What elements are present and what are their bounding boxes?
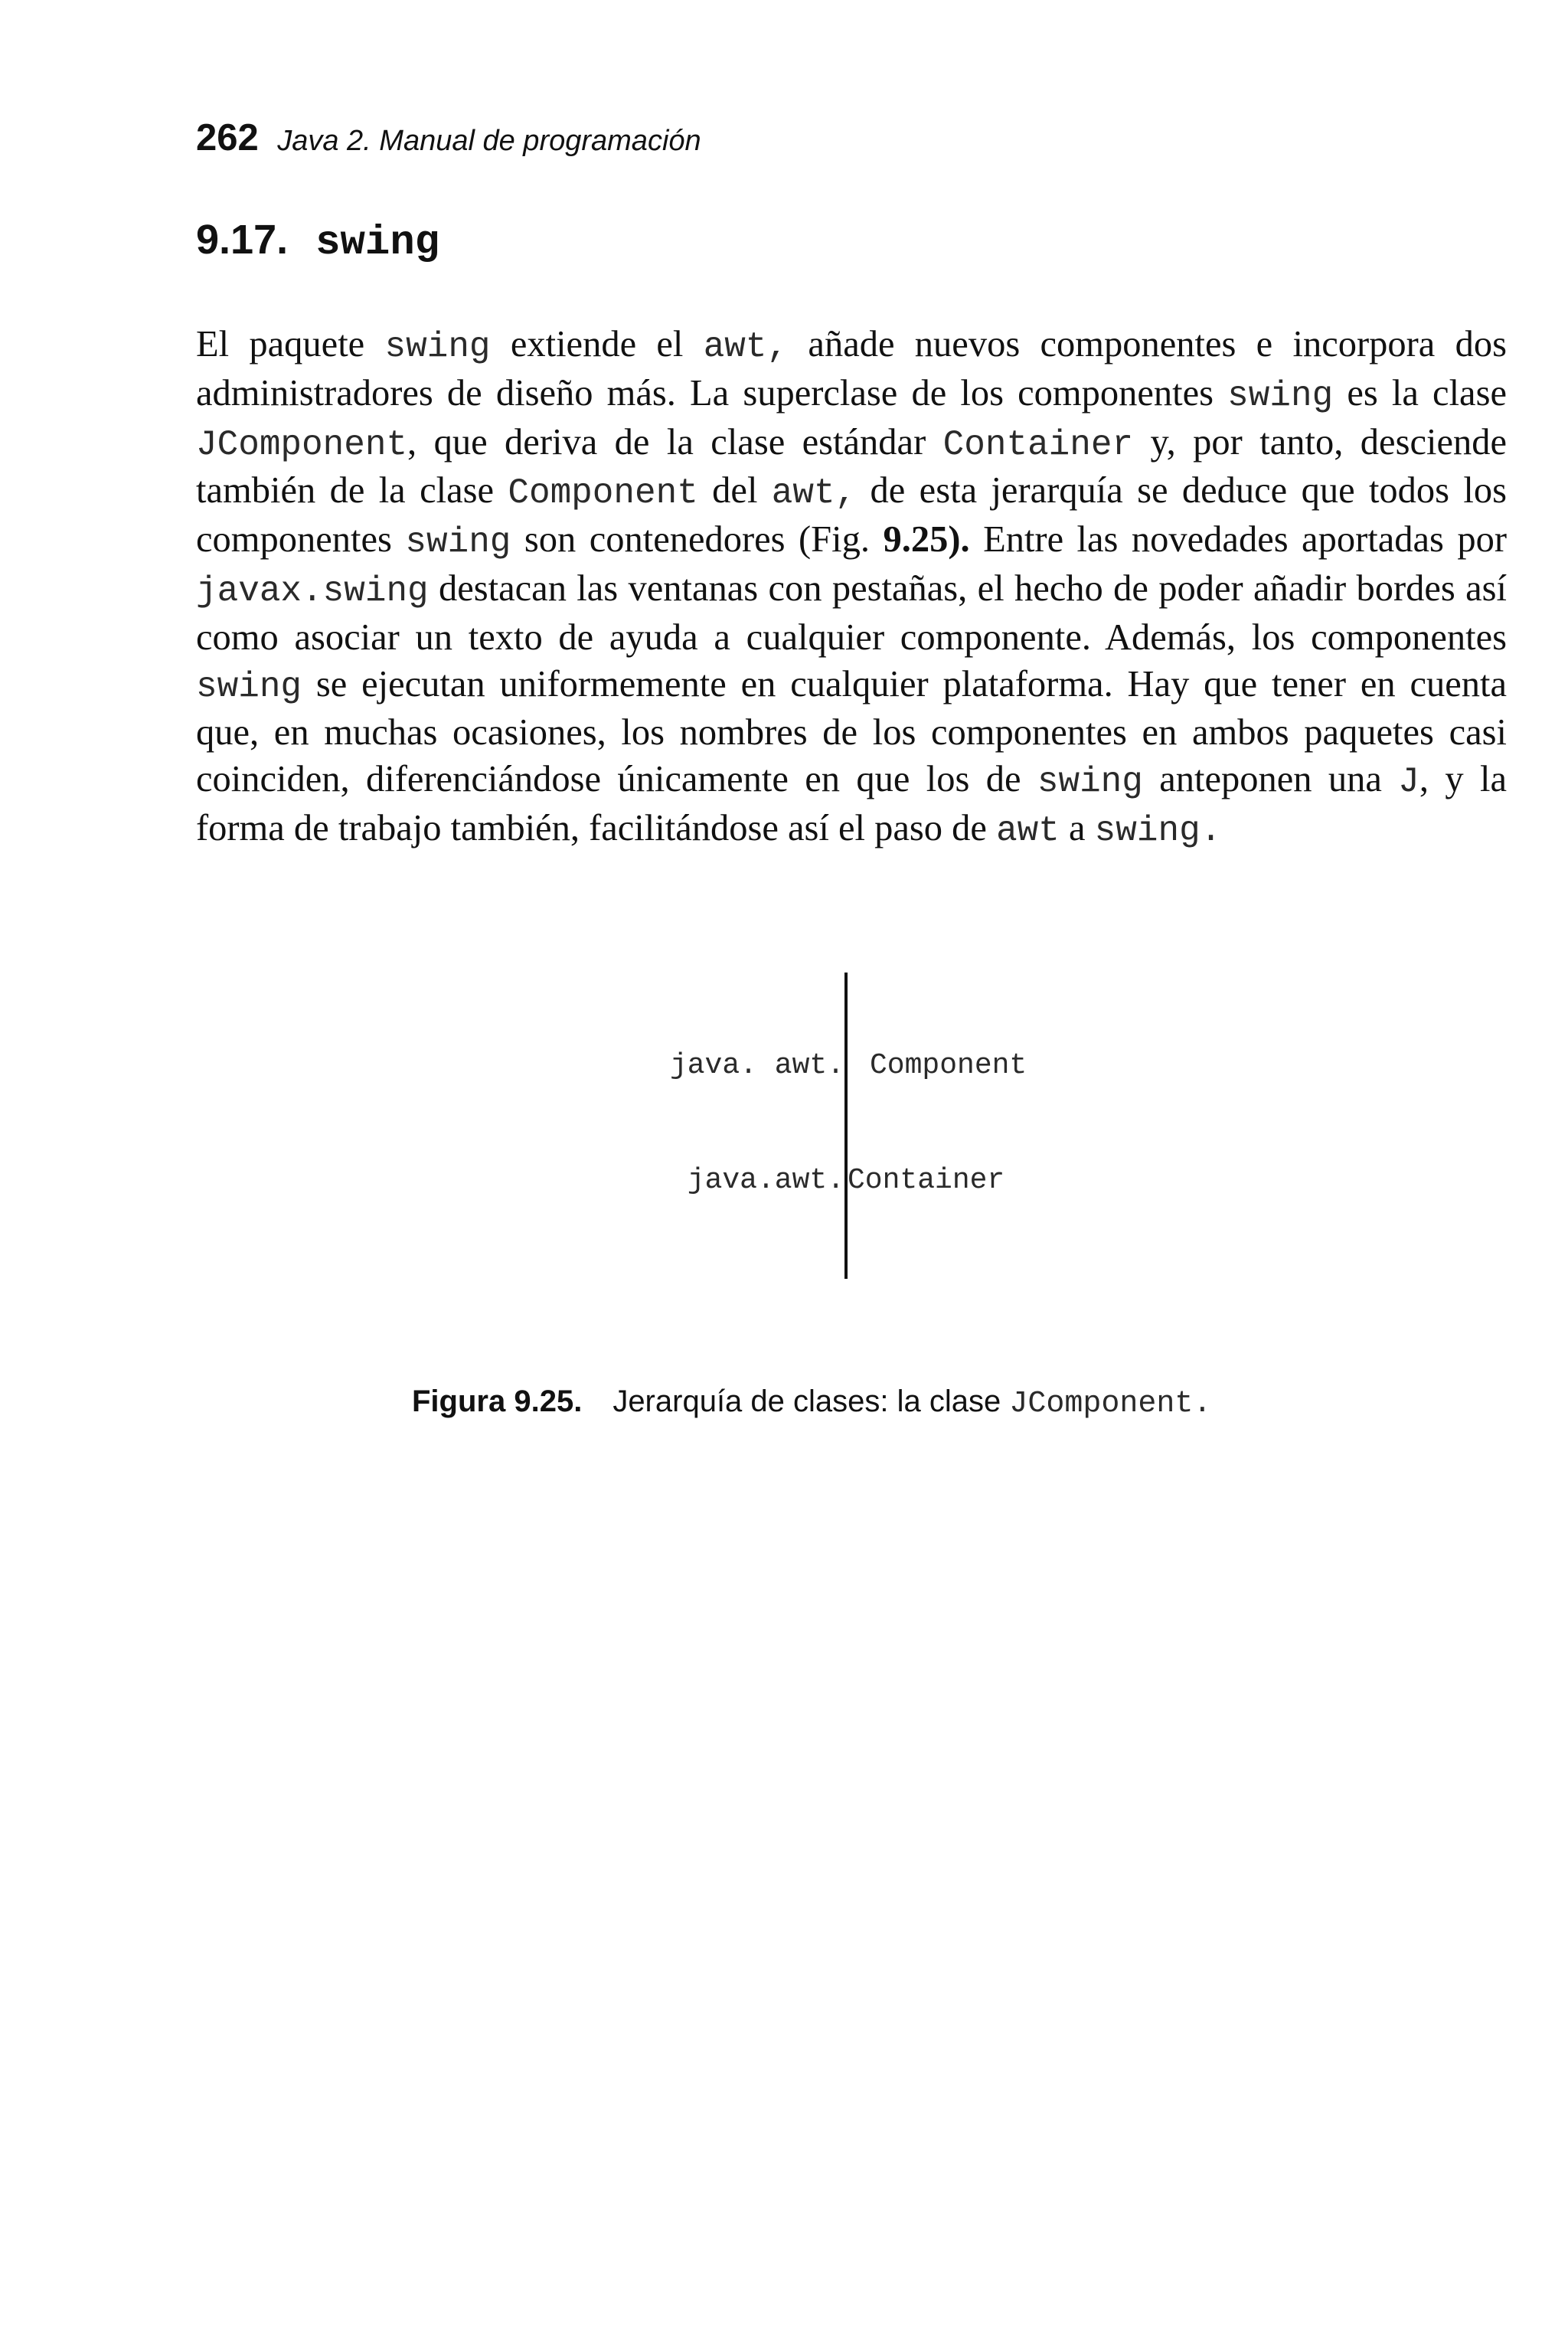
text-run: se ejecutan uniformemente en cualquier plataforma. Hay que tener en cuenta que, en muchas ocasiones, los nombres de los componentes en ambos paquetes casi coinciden, diferenciándose únicamente en que los de	[196, 663, 1507, 800]
caption-text: Jerarquía de clases: la clase	[612, 1385, 1010, 1418]
text-run: y, por tanto, desciende también de la clase	[196, 421, 1507, 512]
running-header	[196, 116, 701, 159]
class-label: Container	[848, 1164, 1005, 1197]
book-title: Java 2. Manual de programación	[277, 125, 701, 157]
text-run: de esta jerarquía se deduce que todos los componentes	[196, 470, 1507, 561]
text-run: extiende el	[490, 324, 704, 365]
code-run: swing	[1227, 375, 1334, 416]
text-run: anteponen una	[1142, 759, 1399, 800]
code-run: swing	[196, 666, 302, 707]
code-run: Container	[942, 424, 1134, 465]
code-run: javax.swing	[196, 570, 429, 611]
section-title: swing	[315, 220, 440, 266]
package-label: java.awt.	[687, 1164, 844, 1197]
figure-reference: 9.25).	[883, 519, 970, 561]
code-run: swing	[405, 522, 511, 563]
class-label: Component	[870, 1049, 1027, 1082]
text-run: , que deriva de la clase estándar	[407, 421, 943, 463]
text-run: añade nuevos componentes e incorpora dos administradores de diseño más. La superclase de los componentes	[196, 324, 1508, 414]
code-run: Component	[508, 473, 698, 514]
text-run: son contenedores (Fig.	[511, 519, 884, 561]
text-run: El paquete	[196, 324, 385, 365]
figure-caption	[412, 1385, 1211, 1421]
section-number: 9.17.	[196, 217, 289, 263]
text-run: Entre las novedades aportadas por	[969, 519, 1507, 561]
code-run: awt,	[771, 473, 857, 514]
body-paragraph	[196, 322, 1507, 855]
page-number: 262	[196, 117, 259, 159]
text-run: destacan las ventanas con pestañas, el hecho de poder añadir bordes así como asociar un texto de ayuda a cualquier componente. Además, los componentes	[196, 567, 1507, 658]
divider-line	[844, 973, 848, 1279]
package-label: java. awt.	[669, 1049, 844, 1082]
code-run: awt,	[703, 327, 789, 367]
code-run: swing.	[1094, 810, 1222, 851]
code-run: swing	[384, 327, 491, 367]
code-run: J	[1398, 762, 1419, 803]
text-run: es la clase	[1333, 372, 1507, 414]
code-run: swing	[1037, 762, 1143, 803]
text-run: a	[1059, 807, 1095, 848]
caption-code: JComponent.	[1009, 1387, 1212, 1421]
section-heading	[196, 216, 439, 266]
text-run: del	[697, 470, 772, 512]
text-run: , y la forma de trabajo también, facilitándose así el paso de	[196, 759, 1507, 848]
code-run: awt	[996, 810, 1060, 851]
caption-label: Figura 9.25.	[412, 1385, 583, 1418]
code-run: JComponent	[196, 424, 408, 465]
